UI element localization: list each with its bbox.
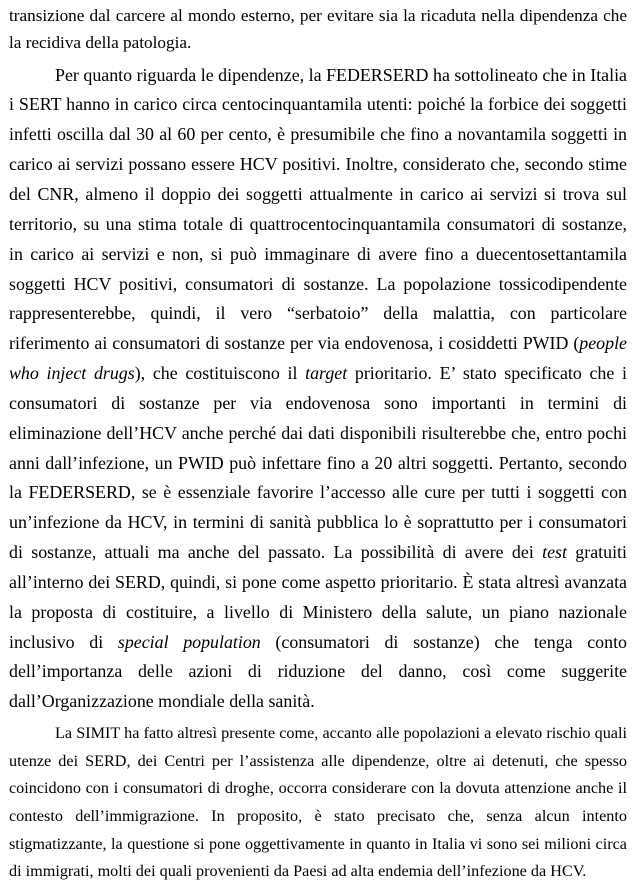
paragraph-dipendenze-text-1: Per quanto riguarda le dipendenze, la FEDERSERD ha sottolineato che in Italia i SERT hanno in carico circa centocinquantamila utenti: poiché la forbice dei soggetti infetti oscilla dal 30 al 60 per cento, è presumibile che fino a novantamila soggetti in carico ai servizi possano essere HCV positivi. Inoltre, considerato che, secondo stime del CNR, almeno il doppio dei soggetti attualmente in carico ai servizi si trova sul territorio, su una stima totale di quattrocentocinquantamila consumatori di sostanze, in carico ai servizi e non, si può immaginare di avere fino a duecentosettantamila soggetti HCV positivi, consumatori di sostanze. La popolazione tossicodipendente rappresenterebbe, quindi, il vero “serbatoio” della malattia, con particolare riferimento ai consumatori di sostanze per via endovenosa, i cosiddetti PWID ( xyxy=(9,64,627,354)
paragraph-dipendenze xyxy=(9,61,627,718)
paragraph-simit xyxy=(9,720,627,886)
document-page xyxy=(9,0,627,886)
paragraph-dipendenze-text-5: (consumatori di sostanze) che tenga conto dell’importanza delle azioni di riduzione del danno, così come suggerite dall’Organizzazione mondiale della sanità. xyxy=(9,631,627,712)
italic-target: target xyxy=(305,363,348,384)
paragraph-dipendenze-text-2: ), che costituiscono il xyxy=(134,363,306,384)
paragraph-continuation-text: transizione dal carcere al mondo esterno, per evitare sia la ricaduta nella dipendenza che la recidiva della patologia. xyxy=(9,6,627,52)
paragraph-dipendenze-text-4: gratuiti all’interno dei SERD, quindi, si pone come aspetto prioritario. È stata altresì avanzata la proposta di costituire, a livello di Ministero della salute, un piano nazionale inclusivo di xyxy=(9,542,627,652)
paragraph-continuation xyxy=(9,0,627,57)
italic-test: test xyxy=(542,542,567,563)
italic-special-population: special population xyxy=(117,631,261,652)
paragraph-simit-text: La SIMIT ha fatto altresì presente come, accanto alle popolazioni a elevato rischio quali utenze dei SERD, dei Centri per l’assistenza alle dipendenze, oltre ai detenuti, che spesso coincidono con i consumatori di droghe, occorra considerare con la dovuta attenzione anche il contesto dell’immigrazione. In proposito, è stato precisato che, senza alcun intento stigmatizzante, la questione si pone oggettivamente in quanto in Italia vi sono sei milioni circa di immigrati, molti dei quali provenienti da Paesi ad alta endemia dell’infezione da HCV. xyxy=(9,724,627,881)
paragraph-dipendenze-text-3: prioritario. E’ stato specificato che i consumatori di sostanze per via endovenosa sono importanti in termini di eliminazione dell’HCV anche perché dai dati disponibili risulterebbe che, entro pochi anni dall’infezione, un PWID può infettare fino a 20 altri soggetti. Pertanto, secondo la FEDERSERD, se è essenziale favorire l’accesso alle cure per tutti i soggetti con un’infezione da HCV, in termini di sanità pubblica lo è soprattutto per i consumatori di sostanze, attuali ma anche del passato. La possibilità di avere dei xyxy=(9,363,627,563)
italic-people-who-inject-drugs: people who inject drugs xyxy=(9,333,627,384)
